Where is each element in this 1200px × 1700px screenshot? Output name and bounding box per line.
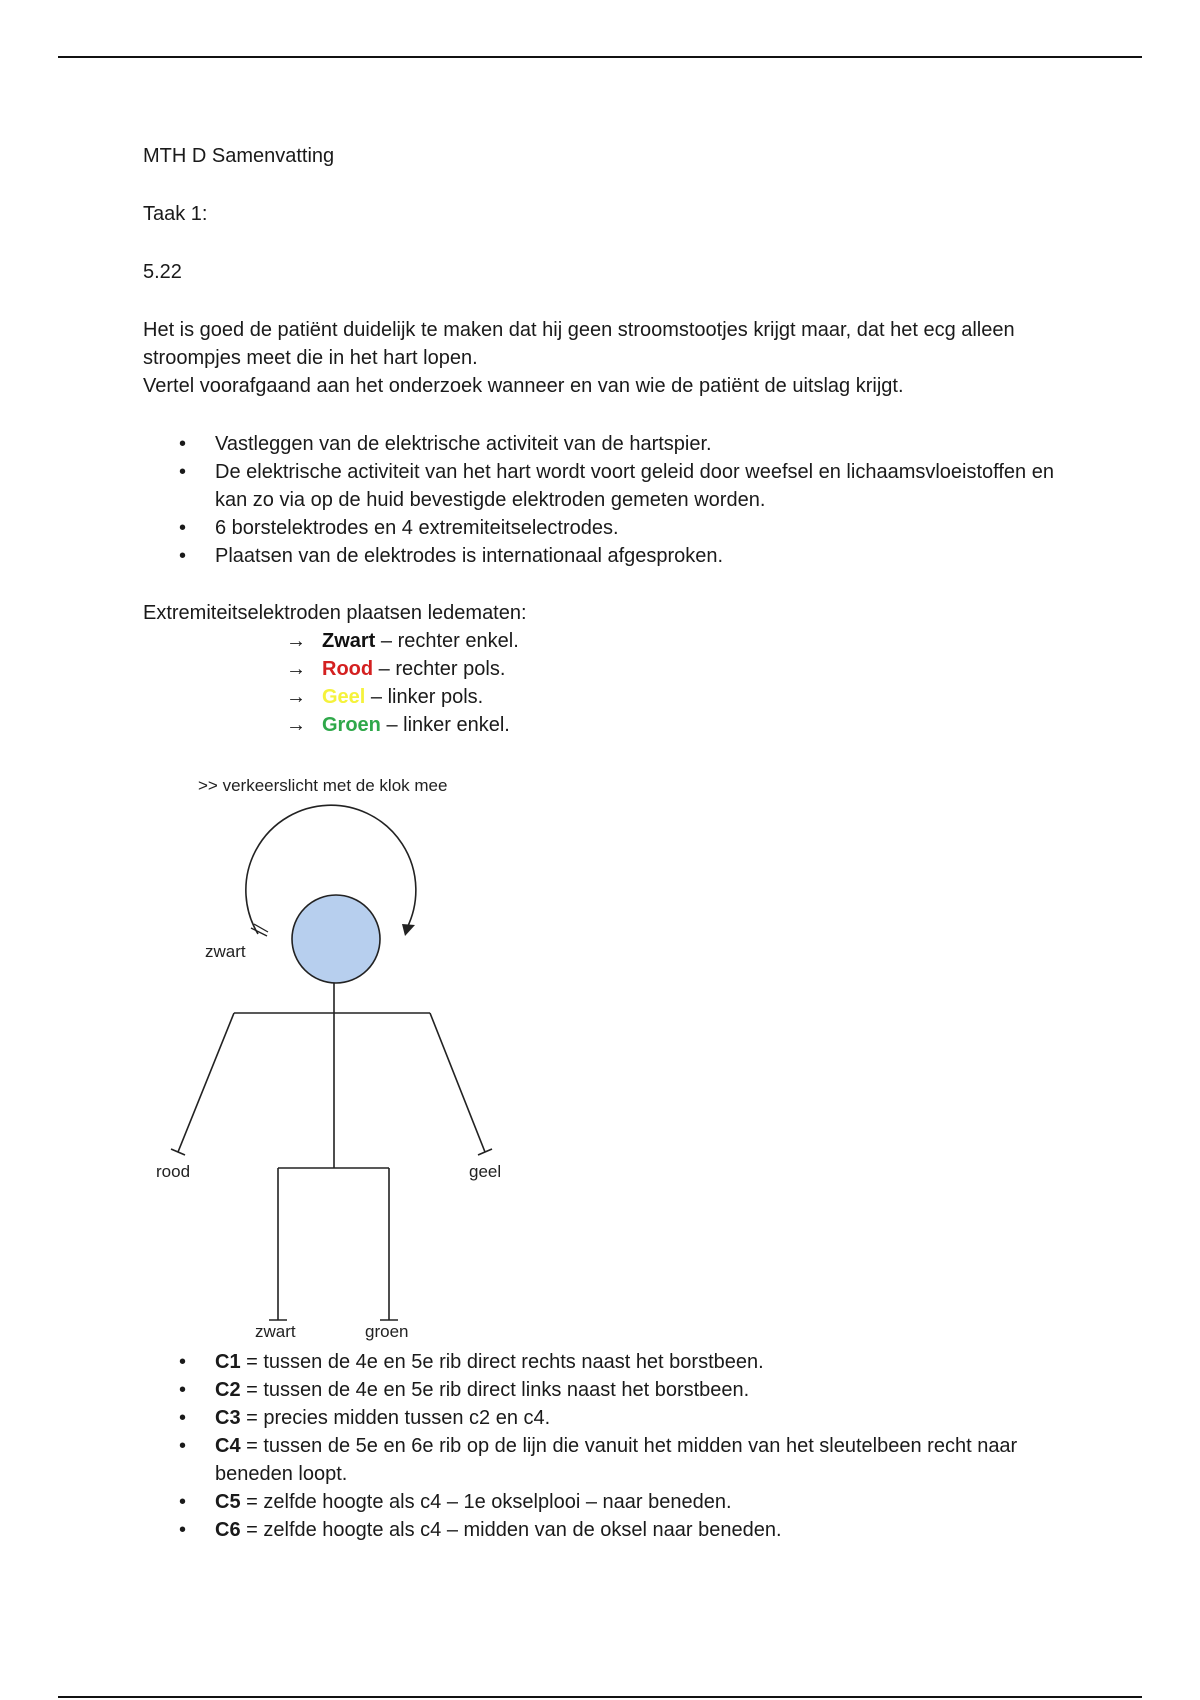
top-rule: [58, 56, 1142, 58]
lead-description: = zelfde hoogte als c4 – 1e okselplooi – naar beneden.: [240, 1491, 732, 1513]
list-item: [143, 1348, 1073, 1376]
list-item: [143, 1488, 1073, 1516]
task-heading: Taak 1:: [143, 203, 208, 225]
electrode-color-groen: Groen: [322, 714, 381, 736]
arrow-right-icon: →: [286, 686, 306, 708]
electrode-item: [143, 627, 1073, 655]
lead-code: C3: [215, 1407, 241, 1429]
list-item: [143, 1376, 1073, 1404]
list-item: • De elektrische activiteit van het hart wordt voort geleid door weefsel en lichaamsvloeistoffen en kan zo via op de huid bevestigde elektroden gemeten worden.: [143, 458, 1073, 514]
electrode-item: [143, 683, 1073, 711]
left-arm: [430, 1013, 485, 1152]
chest-leads-list: [143, 1348, 1073, 1544]
label-geel: geel: [469, 1162, 502, 1181]
electrode-location: – linker enkel.: [380, 714, 510, 736]
lead-description: = tussen de 4e en 5e rib direct rechts naast het borstbeen.: [240, 1351, 764, 1373]
lead-code: C6: [215, 1519, 241, 1541]
arrow-right-icon: →: [286, 714, 306, 736]
list-item: • Plaatsen van de elektrodes is internationaal afgesproken.: [143, 542, 1073, 570]
lead-code: C5: [215, 1491, 241, 1513]
arrow-right-icon: →: [286, 630, 306, 652]
label-groen: groen: [365, 1322, 409, 1341]
list-item: [143, 1404, 1073, 1432]
arrowhead-icon: [402, 924, 415, 936]
section-number: 5.22: [143, 261, 182, 283]
electrode-item: [143, 711, 1073, 739]
lead-code: C4: [215, 1435, 241, 1457]
label-rood: rood: [156, 1162, 191, 1181]
electrode-location: – rechter enkel.: [375, 630, 519, 652]
lead-description: = precies midden tussen c2 en c4.: [240, 1407, 551, 1429]
electrode-color-geel: Geel: [322, 686, 366, 708]
electrode-color-zwart: Zwart: [322, 630, 376, 652]
lead-description: = tussen de 4e en 5e rib direct links naast het borstbeen.: [240, 1379, 750, 1401]
electrode-placement-diagram: [143, 776, 503, 1344]
electrode-color-rood: Rood: [322, 658, 374, 680]
diagram-caption: >> verkeerslicht met de klok mee: [198, 776, 448, 795]
chest-leads-section: [143, 1348, 1073, 1544]
electrode-location: – linker pols.: [365, 686, 484, 708]
intro-line-2: Vertel voorafgaand aan het onderzoek wanneer en van wie de patiënt de uitslag krijgt.: [143, 375, 904, 397]
document-body: [143, 142, 1073, 739]
arrow-right-icon: →: [286, 658, 306, 680]
list-item: [143, 1516, 1073, 1544]
electrode-item: [143, 655, 1073, 683]
arc-start-tick: [251, 928, 267, 936]
list-item: • 6 borstelektrodes en 4 extremiteitselectrodes.: [143, 514, 1073, 542]
intro-paragraph: [143, 316, 1073, 400]
intro-line-1: Het is goed de patiënt duidelijk te maken dat hij geen stroomstootjes krijgt maar, dat het ecg alleen stroompjes meet die in het hart lopen.: [143, 319, 1015, 369]
right-arm: [178, 1013, 234, 1152]
ecg-facts-list: [143, 430, 1073, 570]
list-item: • Vastleggen van de elektrische activiteit van de hartspier.: [143, 430, 1073, 458]
lead-code: C2: [215, 1379, 241, 1401]
document-title: MTH D Samenvatting: [143, 145, 335, 167]
bottom-rule: [58, 1696, 1142, 1698]
electrode-list: [143, 627, 1073, 739]
lead-description: = tussen de 5e en 6e rib op de lijn die vanuit het midden van het sleutelbeen recht naar beneden loopt.: [215, 1435, 1018, 1485]
lead-description: = zelfde hoogte als c4 – midden van de oksel naar beneden.: [240, 1519, 782, 1541]
lead-code: C1: [215, 1351, 241, 1373]
label-zwart-top: zwart: [205, 942, 246, 961]
label-zwart-bottom: zwart: [255, 1322, 296, 1341]
head: [292, 895, 380, 983]
stick-figure-svg: [143, 776, 503, 1344]
electrode-location: – rechter pols.: [373, 658, 506, 680]
list-item: [143, 1432, 1073, 1488]
extremity-heading: Extremiteitselektroden plaatsen ledematen:: [143, 602, 527, 624]
